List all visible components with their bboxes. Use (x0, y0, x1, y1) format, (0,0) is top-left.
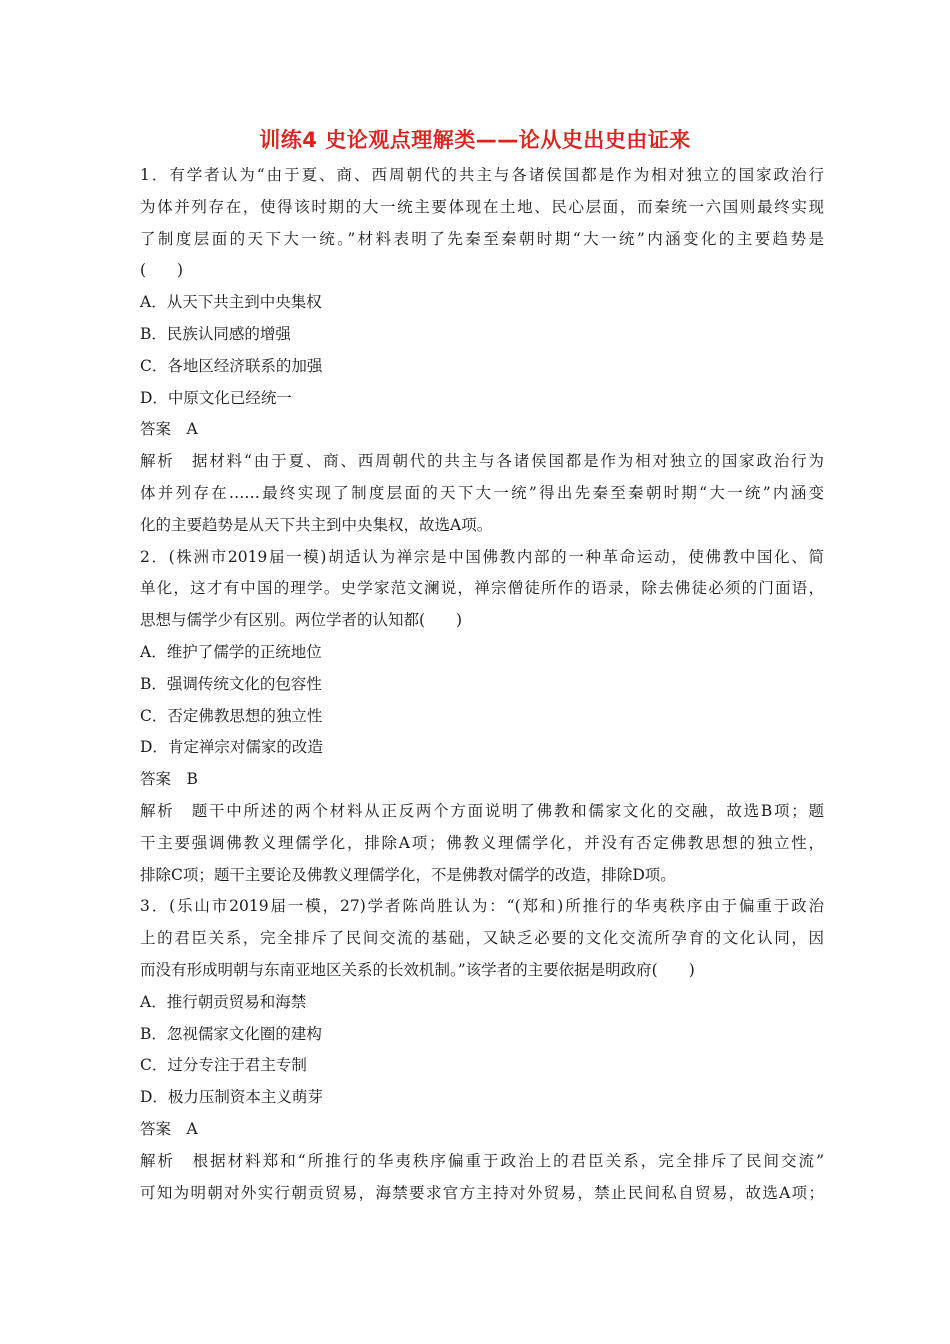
answer: 答案 B (140, 770, 198, 789)
answer: 答案 A (140, 1119, 198, 1138)
option-a: A．维护了儒学的正统地位 (140, 642, 322, 661)
answer: 答案 A (140, 420, 198, 439)
question-stem-line: 思想与儒学少有区别。两位学者的认知都( ) (140, 611, 463, 630)
question-stem-line: 而没有形成明朝与东南亚地区关系的长效机制。”该学者的主要依据是明政府( ) (140, 960, 695, 979)
option-b: B．民族认同感的增强 (140, 324, 291, 343)
option-a: A．从天下共主到中央集权 (140, 293, 322, 312)
option-b: B．强调传统文化的包容性 (140, 674, 322, 693)
option-d: D．中原文化已经统一 (140, 388, 292, 407)
option-d: D．肯定禅宗对儒家的改造 (140, 738, 323, 757)
question-3 (140, 891, 824, 1209)
analysis-line: 干主要强调佛教义理儒学化，排除A项；佛教义理儒学化，并没有否定佛教思想的独立性， (140, 833, 824, 852)
analysis-line: 解析 据材料“由于夏、商、西周朝代的共主与各诸侯国都是作为相对独立的国家政治行为 (140, 452, 824, 471)
question-1 (140, 160, 824, 542)
question-stem-line: 为体并列存在，使得该时期的大一统主要体现在土地、民心层面，而秦统一六国则最终实现 (140, 197, 824, 216)
option-b: B．忽视儒家文化圈的建构 (140, 1024, 322, 1043)
analysis-line: 体并列存在……最终实现了制度层面的天下大一统”得出先秦至秦朝时期“大一统”内涵变 (140, 483, 824, 502)
analysis-line: 可知为明朝对外实行朝贡贸易，海禁要求官方主持对外贸易，禁止民间私自贸易，故选A项； (140, 1183, 824, 1202)
document-body (140, 160, 824, 1209)
analysis-line: 排除C项；题干主要论及佛教义理儒学化，不是佛教对儒学的改造，排除D项。 (140, 865, 676, 884)
option-a: A．推行朝贡贸易和海禁 (140, 992, 307, 1011)
question-stem-line: 2．(株洲市2019届一模)胡适认为禅宗是中国佛教内部的一种革命运动，使佛教中国化、简 (140, 547, 824, 566)
question-stem-line: 上的君臣关系，完全排斥了民间交流的基础，又缺乏必要的文化交流所孕育的文化认同，因 (140, 929, 824, 948)
analysis-line: 解析 题干中所述的两个材料从正反两个方面说明了佛教和儒家文化的交融，故选B项；题 (140, 801, 824, 820)
question-stem-line: 了制度层面的天下大一统。”材料表明了先秦至秦朝时期“大一统”内涵变化的主要趋势是 (140, 229, 824, 248)
analysis-line: 解析 根据材料郑和“所推行的华夷秩序偏重于政治上的君臣关系，完全排斥了民间交流” (140, 1151, 824, 1170)
analysis-line: 化的主要趋势是从天下共主到中央集权，故选A项。 (140, 515, 493, 534)
page-title: 训练4 史论观点理解类——论从史出史由证来 (259, 128, 691, 152)
question-stem-line: 3．(乐山市2019届一模，27)学者陈尚胜认为：“(郑和)所推行的华夷秩序由于偏重于政治 (140, 897, 824, 916)
option-d: D．极力压制资本主义萌芽 (140, 1088, 323, 1107)
question-2 (140, 542, 824, 892)
answer-blank: ( ) (140, 261, 184, 280)
question-stem-line: 单化，这才有中国的理学。史学家范文澜说，禅宗僧徒所作的语录，除去佛徒必须的门面语， (140, 579, 824, 598)
option-c: C．各地区经济联系的加强 (140, 356, 323, 375)
option-c: C．否定佛教思想的独立性 (140, 706, 323, 725)
question-stem-line: 1．有学者认为“由于夏、商、西周朝代的共主与各诸侯国都是作为相对独立的国家政治行 (140, 166, 824, 184)
option-c: C．过分专注于君主专制 (140, 1056, 307, 1075)
